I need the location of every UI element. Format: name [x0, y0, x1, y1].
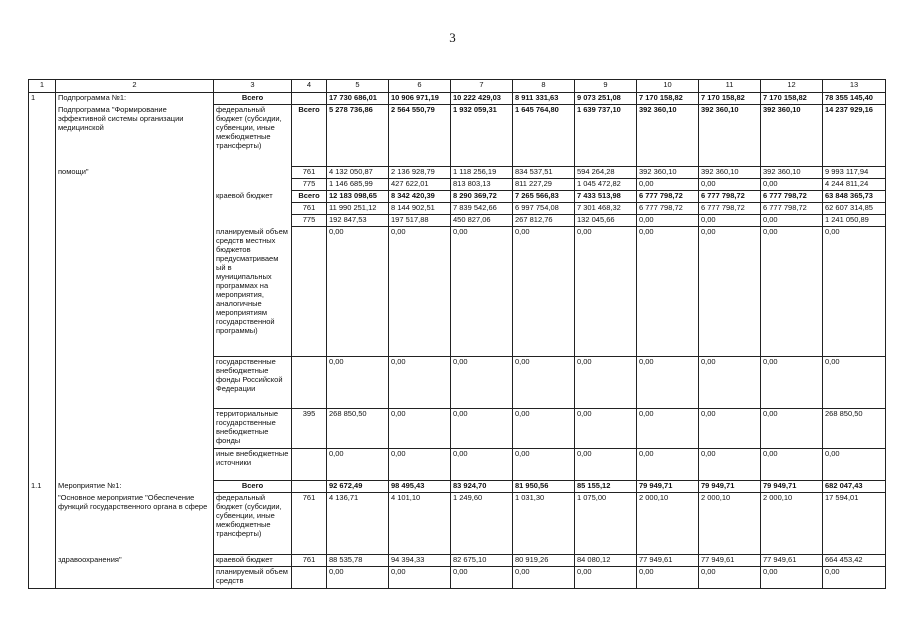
source-label: Всего: [214, 481, 292, 493]
value-cell: 10 906 971,19: [389, 93, 451, 105]
value-cell: 0,00: [637, 409, 699, 449]
column-number-header: 9: [575, 80, 637, 93]
value-cell: 0,00: [389, 567, 451, 589]
program-kr-row: [29, 191, 886, 203]
column-number-header: 10: [637, 80, 699, 93]
program-title-blank: [56, 227, 214, 357]
program-total-row: [29, 93, 886, 105]
value-cell: 77 949,61: [761, 555, 823, 567]
value-cell: 0,00: [513, 567, 575, 589]
value-cell: 197 517,88: [389, 215, 451, 227]
value-cell: 267 812,76: [513, 215, 575, 227]
value-cell: 9 993 117,94: [823, 167, 886, 179]
value-cell: 8 911 331,63: [513, 93, 575, 105]
program-source-row: [29, 357, 886, 409]
activity-title: Мероприятие №1:: [56, 481, 214, 493]
value-cell: 79 949,71: [699, 481, 761, 493]
source-label: краевой бюджет: [214, 191, 292, 227]
value-cell: 17 594,01: [823, 493, 886, 555]
value-cell: 392 360,10: [761, 167, 823, 179]
value-cell: 94 394,33: [389, 555, 451, 567]
column-number-header: 11: [699, 80, 761, 93]
activity-fed-row: [29, 493, 886, 555]
value-cell: 132 045,66: [575, 215, 637, 227]
source-label: планируемый объем средств местных бюджетов предусматриваем ый в муниципальных программах на мероприятия, аналогичные мероприятиям государственной программы): [214, 227, 292, 357]
source-label: территориальные государственные внебюджетные фонды: [214, 409, 292, 449]
column-number-header: 7: [451, 80, 513, 93]
value-cell: 6 997 754,08: [513, 203, 575, 215]
value-cell: 0,00: [637, 227, 699, 357]
activity-title-cont: "Основное мероприятие "Обеспечение функций государственного органа в сфере: [56, 493, 214, 555]
code-cell: [292, 567, 327, 589]
value-cell: 392 360,10: [699, 105, 761, 167]
code-cell: 761: [292, 167, 327, 179]
value-cell: 6 777 798,72: [637, 191, 699, 203]
value-cell: 664 453,42: [823, 555, 886, 567]
value-cell: 79 949,71: [637, 481, 699, 493]
code-cell: 761: [292, 493, 327, 555]
value-cell: 1 146 685,99: [327, 179, 389, 191]
value-cell: 0,00: [389, 357, 451, 409]
program-title-blank: [56, 179, 214, 191]
column-number-header: 2: [56, 80, 214, 93]
value-cell: 7 170 158,82: [699, 93, 761, 105]
value-cell: 0,00: [823, 227, 886, 357]
value-cell: 0,00: [761, 227, 823, 357]
value-cell: 0,00: [389, 449, 451, 481]
value-cell: 0,00: [451, 357, 513, 409]
program-title: Подпрограмма №1:: [56, 93, 214, 105]
column-number-header: 5: [327, 80, 389, 93]
value-cell: 7 433 513,98: [575, 191, 637, 203]
activity-total-row: [29, 481, 886, 493]
activity-kr-row: [29, 555, 886, 567]
value-cell: 682 047,43: [823, 481, 886, 493]
row-number-blank: [29, 555, 56, 567]
value-cell: 594 264,28: [575, 167, 637, 179]
value-cell: 0,00: [327, 567, 389, 589]
value-cell: 1 645 764,80: [513, 105, 575, 167]
program-source-row: [29, 409, 886, 449]
value-cell: 0,00: [575, 357, 637, 409]
value-cell: 0,00: [637, 215, 699, 227]
value-cell: 0,00: [327, 227, 389, 357]
value-cell: 0,00: [761, 409, 823, 449]
value-cell: 12 183 098,65: [327, 191, 389, 203]
program-kr775-row: [29, 215, 886, 227]
value-cell: 78 355 145,40: [823, 93, 886, 105]
value-cell: 6 777 798,72: [761, 191, 823, 203]
value-cell: 0,00: [575, 409, 637, 449]
source-label: Всего: [214, 93, 292, 105]
header-row: [29, 80, 886, 93]
value-cell: 1 045 472,82: [575, 179, 637, 191]
value-cell: 834 537,51: [513, 167, 575, 179]
value-cell: 2 000,10: [637, 493, 699, 555]
value-cell: 0,00: [761, 179, 823, 191]
value-cell: 392 360,10: [637, 167, 699, 179]
column-number-header: 4: [292, 80, 327, 93]
value-cell: 6 777 798,72: [699, 203, 761, 215]
code-cell: 775: [292, 215, 327, 227]
row-number-blank: [29, 409, 56, 449]
row-number-blank: [29, 191, 56, 203]
page-number: 3: [449, 30, 456, 45]
code-cell: [292, 227, 327, 357]
value-cell: 98 495,43: [389, 481, 451, 493]
program-title-blank: [56, 215, 214, 227]
column-number-header: 6: [389, 80, 451, 93]
value-cell: 9 073 251,08: [575, 93, 637, 105]
code-cell: Всего: [292, 191, 327, 203]
value-cell: 0,00: [575, 567, 637, 589]
value-cell: 0,00: [699, 179, 761, 191]
value-cell: 7 301 468,32: [575, 203, 637, 215]
value-cell: 0,00: [513, 449, 575, 481]
activity-local-row: [29, 567, 886, 589]
value-cell: 92 672,49: [327, 481, 389, 493]
value-cell: 0,00: [327, 357, 389, 409]
code-cell: 761: [292, 203, 327, 215]
value-cell: 427 622,01: [389, 179, 451, 191]
value-cell: 0,00: [761, 449, 823, 481]
value-cell: 1 075,00: [575, 493, 637, 555]
value-cell: 1 932 059,31: [451, 105, 513, 167]
value-cell: 0,00: [761, 567, 823, 589]
program-source-row: [29, 449, 886, 481]
value-cell: 17 730 686,01: [327, 93, 389, 105]
value-cell: 82 675,10: [451, 555, 513, 567]
value-cell: 392 360,10: [761, 105, 823, 167]
value-cell: 813 803,13: [451, 179, 513, 191]
value-cell: 0,00: [761, 215, 823, 227]
row-number-blank: [29, 167, 56, 179]
column-number-header: 8: [513, 80, 575, 93]
value-cell: 2 564 550,79: [389, 105, 451, 167]
value-cell: 85 155,12: [575, 481, 637, 493]
value-cell: 7 170 158,82: [761, 93, 823, 105]
value-cell: 84 080,12: [575, 555, 637, 567]
code-cell: 775: [292, 179, 327, 191]
value-cell: 0,00: [823, 567, 886, 589]
value-cell: 4 244 811,24: [823, 179, 886, 191]
source-label: краевой бюджет: [214, 555, 292, 567]
column-number-header: 3: [214, 80, 292, 93]
source-label: государственные внебюджетные фонды Российской Федерации: [214, 357, 292, 409]
code-cell: [292, 481, 327, 493]
row-number-blank: [29, 215, 56, 227]
value-cell: 0,00: [823, 449, 886, 481]
value-cell: 7 170 158,82: [637, 93, 699, 105]
value-cell: 392 360,10: [637, 105, 699, 167]
value-cell: 0,00: [575, 449, 637, 481]
value-cell: 0,00: [451, 409, 513, 449]
column-number-header: 12: [761, 80, 823, 93]
value-cell: 192 847,53: [327, 215, 389, 227]
source-label: планируемый объем средств: [214, 567, 292, 589]
value-cell: 4 136,71: [327, 493, 389, 555]
value-cell: 79 949,71: [761, 481, 823, 493]
row-number-blank: [29, 493, 56, 555]
value-cell: 268 850,50: [823, 409, 886, 449]
value-cell: 7 839 542,66: [451, 203, 513, 215]
value-cell: 0,00: [451, 227, 513, 357]
program-fed-row: [29, 105, 886, 167]
code-cell: [292, 357, 327, 409]
value-cell: 80 919,26: [513, 555, 575, 567]
program-title-blank: [56, 191, 214, 203]
row-number-blank: [29, 357, 56, 409]
program-title-blank: [56, 449, 214, 481]
code-cell: Всего: [292, 105, 327, 167]
value-cell: 1 031,30: [513, 493, 575, 555]
value-cell: 0,00: [513, 409, 575, 449]
value-cell: 0,00: [451, 567, 513, 589]
value-cell: 0,00: [575, 227, 637, 357]
value-cell: 0,00: [699, 357, 761, 409]
program-title-blank: [56, 357, 214, 409]
budget-table: [28, 79, 886, 589]
value-cell: 77 949,61: [699, 555, 761, 567]
program-title-cont: помощи": [56, 167, 214, 179]
value-cell: 8 144 902,51: [389, 203, 451, 215]
value-cell: 11 990 251,12: [327, 203, 389, 215]
value-cell: 0,00: [637, 357, 699, 409]
row-number-blank: [29, 567, 56, 589]
value-cell: 5 278 736,86: [327, 105, 389, 167]
value-cell: 8 342 420,39: [389, 191, 451, 203]
code-cell: [292, 449, 327, 481]
row-number-blank: [29, 105, 56, 167]
row-number-blank: [29, 227, 56, 357]
value-cell: 0,00: [389, 409, 451, 449]
column-number-header: 13: [823, 80, 886, 93]
column-number-header: 1: [29, 80, 56, 93]
value-cell: 88 535,78: [327, 555, 389, 567]
activity-title-blank: [56, 567, 214, 589]
program-title-blank: [56, 203, 214, 215]
value-cell: 4 132 050,87: [327, 167, 389, 179]
row-number: 1.1: [29, 481, 56, 493]
source-label: федеральный бюджет (субсидии, субвенции, иные межбюджетные трансферты): [214, 105, 292, 191]
value-cell: 392 360,10: [699, 167, 761, 179]
value-cell: 81 950,56: [513, 481, 575, 493]
code-cell: [292, 93, 327, 105]
value-cell: 1 118 256,19: [451, 167, 513, 179]
value-cell: 63 848 365,73: [823, 191, 886, 203]
activity-title-cont: здравоохранения": [56, 555, 214, 567]
value-cell: 77 949,61: [637, 555, 699, 567]
value-cell: 0,00: [699, 215, 761, 227]
value-cell: 1 639 737,10: [575, 105, 637, 167]
value-cell: 0,00: [699, 567, 761, 589]
row-number: 1: [29, 93, 56, 105]
value-cell: 0,00: [699, 449, 761, 481]
value-cell: 0,00: [389, 227, 451, 357]
value-cell: 4 101,10: [389, 493, 451, 555]
value-cell: 62 607 314,85: [823, 203, 886, 215]
value-cell: 0,00: [513, 357, 575, 409]
value-cell: 7 265 566,83: [513, 191, 575, 203]
row-number-blank: [29, 203, 56, 215]
value-cell: 268 850,50: [327, 409, 389, 449]
value-cell: 6 777 798,72: [761, 203, 823, 215]
value-cell: 2 000,10: [699, 493, 761, 555]
value-cell: 0,00: [699, 409, 761, 449]
row-number-blank: [29, 449, 56, 481]
source-label: федеральный бюджет (субсидии, субвенции, иные межбюджетные трансферты): [214, 493, 292, 555]
value-cell: 14 237 929,16: [823, 105, 886, 167]
program-source-row: [29, 227, 886, 357]
row-number-blank: [29, 179, 56, 191]
source-label: иные внебюджетные источники: [214, 449, 292, 481]
value-cell: 0,00: [327, 449, 389, 481]
value-cell: 83 924,70: [451, 481, 513, 493]
value-cell: 450 827,06: [451, 215, 513, 227]
value-cell: 0,00: [637, 179, 699, 191]
value-cell: 0,00: [513, 227, 575, 357]
value-cell: 0,00: [451, 449, 513, 481]
value-cell: 0,00: [823, 357, 886, 409]
value-cell: 811 227,29: [513, 179, 575, 191]
value-cell: 0,00: [699, 227, 761, 357]
program-title-cont: Подпрограмма "Формирование эффективной системы организации медицинской: [56, 105, 214, 167]
value-cell: 0,00: [637, 567, 699, 589]
program-fed775-row: [29, 179, 886, 191]
value-cell: 0,00: [637, 449, 699, 481]
program-title-blank: [56, 409, 214, 449]
code-cell: 395: [292, 409, 327, 449]
value-cell: 2 136 928,79: [389, 167, 451, 179]
program-kr761-row: [29, 203, 886, 215]
value-cell: 1 249,60: [451, 493, 513, 555]
code-cell: 761: [292, 555, 327, 567]
value-cell: 6 777 798,72: [637, 203, 699, 215]
value-cell: 0,00: [761, 357, 823, 409]
value-cell: 8 290 369,72: [451, 191, 513, 203]
value-cell: 1 241 050,89: [823, 215, 886, 227]
program-fed761-row: [29, 167, 886, 179]
value-cell: 2 000,10: [761, 493, 823, 555]
value-cell: 6 777 798,72: [699, 191, 761, 203]
value-cell: 10 222 429,03: [451, 93, 513, 105]
